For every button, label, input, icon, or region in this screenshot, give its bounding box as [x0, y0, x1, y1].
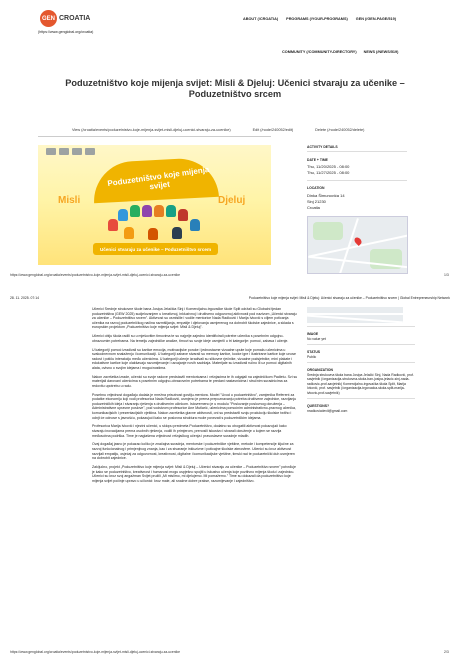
person-figure: [154, 205, 164, 217]
nav-programs[interactable]: PROGRAMS (/YOUR-PROGRAMS): [286, 17, 348, 21]
hero-people-circle: [108, 205, 203, 240]
date-line-1: Thu, 11/20/2025 - 08:00: [307, 164, 350, 169]
page-2: [0, 290, 461, 661]
nav-gen[interactable]: GEN (/GEN-PAGE/519): [355, 17, 396, 21]
image-label: IMAGE: [307, 332, 319, 336]
sidebar-divider: [307, 398, 415, 399]
print-footer-url: https://www.genglobal.org/croatia/events/poduzetnistvo-koje-mijenja-svijet-misli-djeluj-ucenici-stvaraju-za-ucenike: [10, 273, 180, 277]
location-line-1: Dinka Šimunovića 14: [307, 193, 345, 198]
article-body: [92, 307, 298, 488]
questions-label: QUESTIONS?: [307, 404, 330, 408]
hero-djeluj-text: Djeluj: [218, 195, 246, 206]
map-park: [313, 222, 343, 240]
person-figure: [124, 227, 134, 239]
page-title: Poduzetništvo koje mijenja svijet: Misli & Djeluj: Učenici stvaraju za učenike – Poduzetništvo srcem: [65, 78, 405, 99]
print-header: [10, 296, 450, 300]
tab-view[interactable]: View (/croatia/events/poduzetnistvo-koje-mijenja-svijet-misli-djeluj-ucenici-stvaraju-za-ucenike): [72, 128, 231, 132]
nav-community[interactable]: COMMUNITY (/COMMUNITY-DIRECTORY): [282, 50, 357, 54]
print-footer-page: 1/3: [444, 273, 449, 277]
article-paragraph: Posebnu vrijednost događaju dodala je mrežna prisutnost gostiju-mentora. Model "Uvod u poduzetništvo", zamjenika Referent za podatke ekonomiju koji vodi profesorica Nada Radković, usmjeno je prema prepoznavanju potreba društvene zajednice, razvijanju poduzetničkih ideja i stvaranju rješenja s društvenim učinkom. Istovremeno je u modulu "Poslovanje poslovnog okruženja – Administrativne upravne poslove", pod vodstvom profesorice Ane Mutlarić, učenicima pomoćnim administrativno-pravnog učenika, komunikacijskih i prezentacijskih vještina. Nakon završetka glavne aktivnosti, oni su predstavili svoju produkciju školske twitho i odnjt će odnose s javnošću, pokazujući kako se poslovna struktura može povezati s poduzetničkim idejama.: [92, 392, 297, 420]
hero-arch-text: Poduzetništvo koje mijenja svijet: [106, 164, 210, 192]
top-nav-row-2: [282, 50, 398, 54]
location-map[interactable]: [307, 216, 408, 274]
map-road: [307, 315, 403, 324]
logo-url[interactable]: (https://www.genglobal.org/croatia): [38, 30, 94, 34]
date-line-2: Thu, 11/27/2025 - 08:00: [307, 170, 350, 175]
status-value: Public: [307, 354, 317, 359]
gen-croatia-logo[interactable]: [40, 10, 90, 27]
partner-logo: [46, 148, 56, 155]
top-nav: [243, 17, 396, 21]
tab-delete[interactable]: Delete (/node/240052/delete): [315, 128, 365, 132]
location-label: LOCATION: [307, 186, 325, 190]
article-paragraph: Učenici Srednje strukovne škole bana Josipa Jelačića Sinj i Komercijalno-trgovačke škole Split održali su Globalni tjedan poduzetništva (GEW 2025) sudjelovanjem u kreativnoj, inkluzivnoj i društveno odgovornoj aktivnosti pod nazivom „Učenici stvaraju za učenike – Poduzetništvo srcem". Aktivnost su osmislile i vodile mentorice Nada Radković i Marija Ivković s ciljem poticanja učenika na razvoj poduzetničkog načina razmišljanja, empatije i djelovanja usmjerenog na dobrobit školske zajednice, a sklada s europskim projektom „Poduzetništvo koje mijenja svijet: Misli & Djeluj".: [92, 307, 297, 330]
status-label: STATUS: [307, 350, 321, 354]
partner-logo: [59, 148, 69, 155]
nav-news[interactable]: NEWS (/NEWS/519): [363, 50, 399, 54]
article-paragraph: Učenici obiju škola radili su u mješovitim timovima te su najprije zajedno identificirali potrebe učenika s posebnim odgojno-obrazovnim potrebama. Na temelju zajedničke analize, timovi su svoje ideje usmjerili u tri kategorije: pomoć, zabava i učenje.: [92, 334, 289, 343]
sidebar-divider: [307, 151, 407, 152]
page-1: [0, 0, 461, 282]
tab-edit[interactable]: Edit (/node/240052/edit): [252, 128, 294, 132]
sidebar-divider: [307, 344, 415, 345]
article-paragraph: Nakon završetka izrade, učenici su svoje radove predstavili mentoricama i vršnjacima te ih odgajali na zajedničkom Padletu. Svi su materijali darovani učenicima s posebnim odgojno-obrazovnim potrebama te predani nastavnicima i stručnim suradnicima za redovitu upotrebu u radu.: [92, 374, 298, 388]
person-figure: [108, 219, 118, 231]
questions-email[interactable]: nradkovicdevil@gmail.com: [307, 408, 348, 413]
date-time-label: DATE + TIME: [307, 158, 328, 162]
print-title: Poduzetništvo koje mijenja svijet: Misli & Djeluj: Učenici stvaraju za učenike – Poduzetništvo srcem | Global Entrepreneurship Network: [248, 296, 450, 300]
person-figure: [142, 205, 152, 217]
sidebar-divider: [307, 362, 415, 363]
location-line-2: Sinj 21230: [307, 199, 326, 204]
print-footer-page: 2/3: [444, 650, 449, 654]
person-figure: [148, 228, 158, 240]
nav-about[interactable]: ABOUT (/CROATIA): [243, 17, 279, 21]
image-value: No value yet: [307, 336, 326, 341]
page2-sidebar: [307, 307, 415, 413]
person-figure: [166, 205, 176, 217]
sidebar-divider: [307, 326, 415, 327]
organization-value[interactable]: Srednja strukovna škola bana Josipa Jelačić Sinj, Nada Radković, prof. savjetnik (/organizacija-strukovna-skola-ban-josipa-jelacic-sinj-nada-radkovic-prof-savjetnik) Komercijalno-trgovačka škola Split, Marija Ivković, prof. savjetnik (/organizacija-trgovacka-skola-split-marija-ivkovic-prof-savjetnik): [307, 372, 414, 395]
person-figure: [130, 205, 140, 217]
article-paragraph: Ovaj događaj jasno je pokazao koliko je značajna suradnja, mentorske i poduzetničke vještine, metode i kompetencije ključne za razvoj funkcionalnog i primjenjivog znanja, kao i za stvaranje inkluzivne i poticajne školske atmosfere. Učenici su kroz aktivnost razvijali empatiju, osjećaj za odgovornost, kreativnost, digitalne i komunikacijske vještine, timski rad te poduzetnički duh usmjeren na dobrobit zajednice.: [92, 442, 295, 461]
partner-logo: [85, 148, 95, 155]
logo-wordmark: CROATIA: [59, 15, 91, 22]
partner-logo: [72, 148, 82, 155]
person-figure: [118, 209, 128, 221]
print-footer-url: https://www.genglobal.org/croatia/events/poduzetnistvo-koje-mijenja-svijet-misli-djeluj-ucenici-stvaraju-za-ucenike: [10, 650, 180, 654]
activity-details-heading: ACTIVITY DETAILS: [307, 145, 338, 149]
tabs-divider: [38, 136, 271, 137]
organization-label: ORGANIZATION: [307, 368, 333, 372]
article-paragraph: U kategoriji pomoć izradivali su kartice emocija, motivacijske poruke i jednostavne vizualne upute koje pomažu učenicima u svakodnevnom snalaženju i komunikaciji. U kategoriji zabave stvarali su memory kartice, kocke igre i ilustrirane kartice koje unose radost i potiču interakciju među učenicima. U kategoriji učenje izradivali su slikovne rječnike, vizualne podsjetnike, mini plakate i edukativne kartice koje olakšavaju razumijevanje i usvajanje novih sadržaja. Materijale su izradivali ručno ili uz pomoć digitalnih alata, ovisno o svojim idejama i mogućnostima.: [92, 347, 297, 370]
location-map-continued[interactable]: [307, 307, 403, 323]
hero-banner: Učenici stvaraju za učenike – Poduzetništvo srcem: [93, 243, 218, 255]
person-figure: [178, 209, 188, 221]
node-tabs: [72, 128, 364, 132]
location-line-3: Croatia: [307, 205, 320, 210]
partner-logos: [46, 148, 95, 155]
person-figure: [172, 227, 182, 239]
event-hero-image: [38, 145, 271, 265]
person-figure: [190, 219, 200, 231]
print-date: 28. 11. 2025. 07:14: [10, 296, 39, 300]
article-paragraph: Profesorica Marija Ivković i njezini učenici, u sklopu predmeta Poduzetništvo, dodatno su obogatili aktivnost pokazujući kako stvaraju inovacijama prema osobnih rješenja, vodili ih primjerom, prenosili iskustvo i stvarali okruženje u kojem se razvija međusobna podrška. Time je naglašena vrijednost vršnjačkog učenja i pravoslavne suradnje mladih.: [92, 424, 287, 438]
hero-misli-text: Misli: [58, 195, 81, 206]
sidebar-divider: [307, 180, 407, 181]
article-paragraph: Zaključno, projekt „Poduzetništvo koje mijenja svijet: Misli & Djeluj – Učenici stvaraju za učenike – Poduzetništvo srcem" potvrđuje je kako se poduzetništvo, kreativnost i humanost mogu uspješno spojiti u iskustvo učenja koje pozitivno mijenja školu i zajednicu. Učenici su kroz svoj angažman Svijet pružili „Mi mislimo, mi djelujemo. Mi pomažemo." Time su dokazali da poduzetništvo koje mijenja svijet počinje upravo u učionici: kroz male, ali snažne dobre prakse, razumijevanje i zajedništvo.: [92, 464, 296, 483]
gen-logo-circle: GEN: [40, 10, 57, 27]
